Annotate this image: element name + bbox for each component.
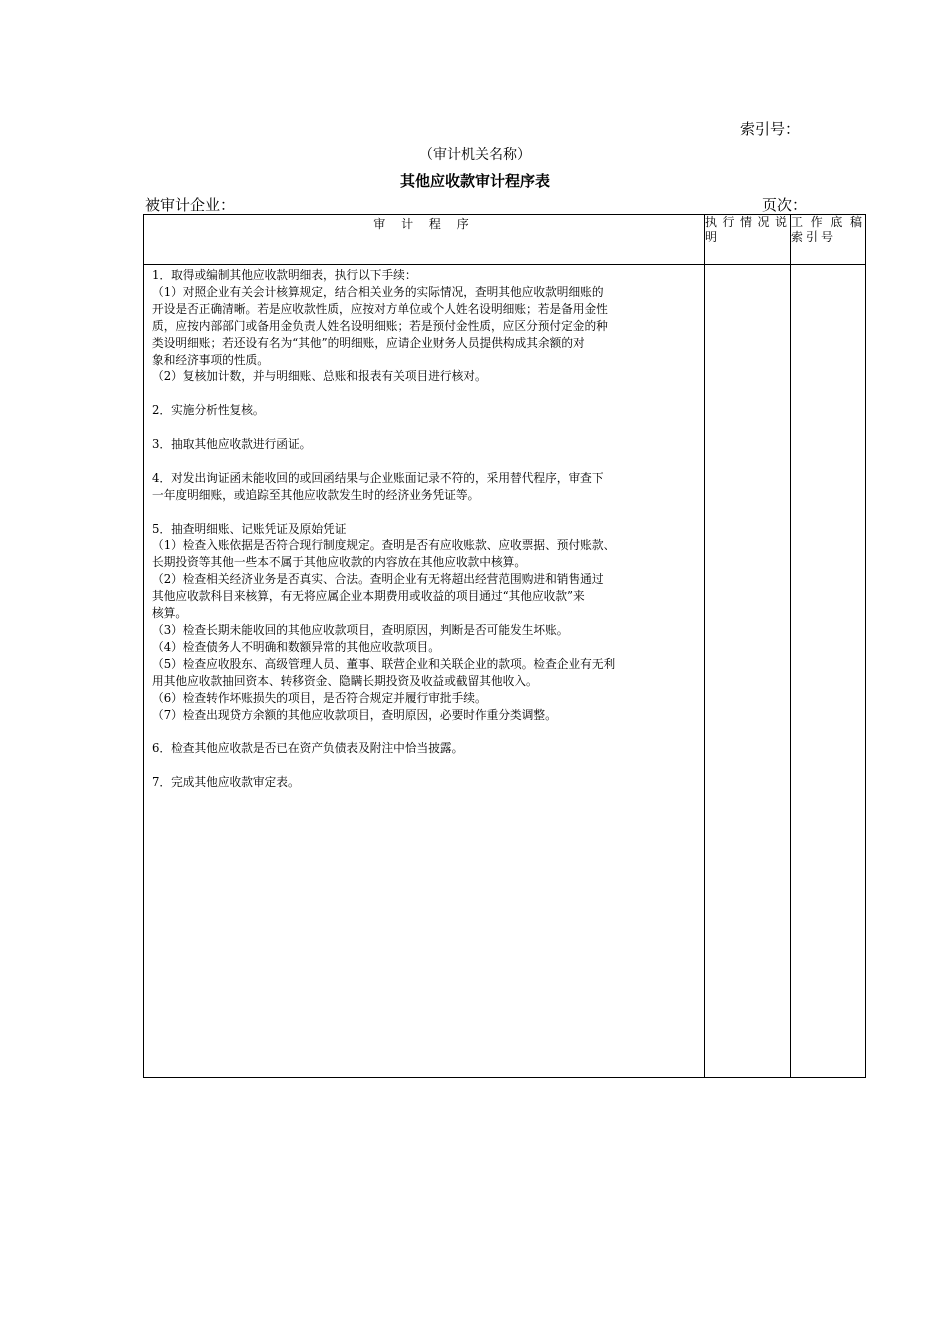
procedure-line: 6．检查其他应收款是否已在资产负债表及附注中恰当披露。: [152, 741, 464, 756]
audit-organization-name: （审计机关名称）: [419, 147, 531, 163]
procedure-line: （5）检查应收股东、高级管理人员、董事、联营企业和关联企业的款项。检查企业有无利: [152, 656, 616, 671]
page-number-label: 页次：: [762, 196, 808, 214]
procedure-line: （3）检查长期未能收回的其他应收款项目，查明原因，判断是否可能发生坏账。: [152, 622, 569, 637]
procedure-line: 长期投资等其他一些本不属于其他应收款的内容放在其他应收款中核算。: [152, 555, 527, 570]
procedure-cell: [144, 265, 705, 1078]
procedure-line: （2）复核加计数，并与明细账、总账和报表有关项目进行核对。: [152, 369, 487, 384]
column-header-workpaper-index: 工作底稿索引号: [791, 215, 866, 265]
procedure-line: 核算。: [152, 606, 188, 621]
procedure-line: 其他应收款科目来核算，有无将应属企业本期费用或收益的项目通过“其他应收款”来: [152, 589, 585, 604]
workpaper-index-cell[interactable]: [791, 265, 866, 1078]
procedure-line: 4．对发出询证函未能收回的或回函结果与企业账面记录不符的，采用替代程序，审查下: [152, 470, 604, 485]
procedure-line: 1．取得或编制其他应收款明细表，执行以下手续：: [152, 268, 417, 282]
procedure-line: （2）检查相关经济业务是否真实、合法。查明企业有无将超出经营范围购进和销售通过: [152, 572, 604, 587]
procedure-line: 类设明细账；若还设有名为“其他”的明细账，应请企业财务人员提供构成其余额的对: [152, 335, 585, 350]
procedure-line: 象和经济事项的性质。: [152, 352, 269, 367]
procedure-line: 一年度明细账，或追踪至其他应收款发生时的经济业务凭证等。: [152, 487, 480, 502]
column-header-execution: 执行情况说明: [705, 215, 791, 265]
audited-company-label: 被审计企业：: [145, 196, 236, 214]
procedure-line: 2．实施分析性复核。: [152, 403, 265, 418]
table-header-row: [144, 215, 866, 265]
procedure-line: 5．抽查明细账、记账凭证及原始凭证: [152, 521, 347, 536]
procedure-line: （4）检查债务人不明确和数额异常的其他应收款项目。: [152, 639, 440, 654]
procedure-line: （7）检查出现贷方余额的其他应收款项目，查明原因，必要时作重分类调整。: [152, 707, 557, 722]
procedure-line: 3．抽取其他应收款进行函证。: [152, 437, 312, 452]
procedure-line: [152, 453, 698, 470]
procedure-line: 开设是否正确清晰。若是应收款性质，应按对方单位或个人姓名设明细账；若是备用金性: [152, 301, 608, 316]
procedure-line: 质，应按内部部门或备用金负责人姓名设明细账；若是预付金性质，应区分预付定金的种: [152, 318, 608, 333]
procedure-line: [152, 757, 698, 774]
procedure-line: （1）对照企业有关会计核算规定，结合相关业务的实际情况，查明其他应收款明细账的: [152, 284, 604, 299]
procedure-line: [152, 385, 698, 402]
procedure-line: 用其他应收款抽回资本、转移资金、隐瞒长期投资及收益或截留其他收入。: [152, 673, 538, 688]
procedure-line: [152, 504, 698, 521]
document-title: 其他应收款审计程序表: [399, 172, 550, 190]
procedure-line: （1）检查入账依据是否符合现行制度规定。查明是否有应收账款、应收票据、预付账款、: [152, 538, 616, 553]
table-body-row: [144, 265, 866, 1078]
column-header-procedure: 审 计 程 序: [144, 215, 705, 265]
procedure-line: 7．完成其他应收款审定表。: [152, 775, 300, 790]
procedure-text: [144, 265, 704, 791]
execution-notes-cell[interactable]: [705, 265, 791, 1078]
index-number-label: 索引号：: [740, 120, 801, 138]
audit-procedure-table: [143, 214, 866, 1078]
procedure-line: [152, 419, 698, 436]
procedure-line: [152, 723, 698, 740]
procedure-line: （6）检查转作坏账损失的项目，是否符合规定并履行审批手续。: [152, 690, 487, 705]
